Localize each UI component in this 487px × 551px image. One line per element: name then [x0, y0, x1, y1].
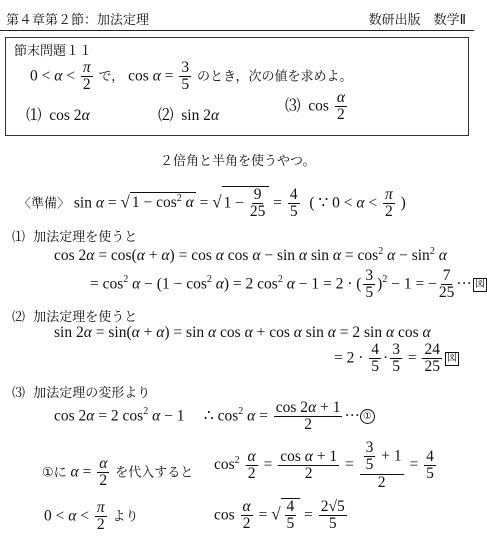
part1-line1: cos 2α = cos(α + α) = cos α cos α − sin α $\sin \alpha = \cos^2 \alpha - \sin^2 \alpha$: [54, 246, 447, 265]
cond-text-2: のとき，次の値を求めよ。: [196, 69, 353, 85]
ref-mark-inline: ①: [42, 465, 54, 481]
part1-line2: = $\cos^2 \alpha - (1 - \cos^2 \alpha) = 2$ $\cos^2 \alpha - 1 = 2$ · ( $\frac{3}{5}$ )$^2$ − 1 = − $\frac{7}{25}$ ··· 図: [90, 267, 485, 302]
item-number-1: ⑴: [26, 107, 42, 124]
header-divider: [0, 30, 474, 31]
equation-ref-mark: ①: [360, 409, 375, 424]
part3-result: cos $\frac{\alpha}{2}$ = √ $\frac{4}{5}$ = $\frac{2√5}{5}$: [214, 498, 345, 533]
problem-condition: 0 < α < $\frac{\pi}{2}$ で， cos α = $\frac{3}{5}$ のとき，次の値を求めよ。: [30, 59, 353, 94]
part2-heading: ⑵ 加法定理を使うと: [12, 310, 138, 325]
part3-substitution: ①に α = $\frac{\alpha}{2}$ を代入すると: [42, 455, 194, 490]
part1-heading: ⑴ 加法定理を使うと: [12, 230, 138, 245]
cond-text-1: で，: [98, 69, 125, 85]
part3-heading: ⑶ 加法定理の変形より: [12, 386, 151, 401]
prep-label: 〈準備〉: [18, 196, 71, 212]
publisher-label: 数研出版 数学Ⅱ: [368, 13, 466, 28]
item-number-3: ⑶: [285, 97, 301, 115]
problem-title: 節末問題１１: [14, 44, 93, 59]
part2-line1: sin 2α = sin(α + α) = sin α cos α + cos α sin α = 2 sin α cos α: [54, 324, 431, 341]
substitute-text: を代入すると: [115, 465, 194, 481]
problem-item-2: ⑵ sin 2α: [158, 107, 220, 124]
problem-item-1: ⑴ cos 2α: [26, 107, 90, 124]
part3-line1: cos 2α = 2 $\cos^2 \alpha - 1$ ∴ $\cos^2 \alpha$ = $\frac{\cos 2\alpha + 1}{2}$ ··· ①: [54, 400, 375, 434]
hint-text: ２倍角と半角を使うやつ。: [160, 154, 316, 169]
part3-range: 0 < α < $\frac{\pi}{2}$ より: [44, 499, 139, 534]
problem-item-3: ⑶ cos $\frac{\alpha}{2}$: [285, 89, 345, 124]
part3-half-square: $\cos^2$ $\frac{\alpha}{2}$ = $\frac{\text{cos α + 1}}{2}$ = $\frac{3}{5}$ + 1 2 = $\frac{4}{5}$: [214, 439, 434, 491]
part2-line2: = 2 · $\frac{4}{5}$ · $\frac{3}{5}$ = $\frac{24}{25}$ 図: [334, 341, 457, 376]
yori-text: より: [112, 509, 139, 525]
answer-mark-2: 図: [446, 352, 457, 364]
item-number-2: ⑵: [158, 107, 174, 124]
prep-line: 〈準備〉 sin α = √ $1 - \cos^2 \alpha$ = √ 1 − $\frac{9}{25}$ = $\frac{4}{5}$ ( ∵ 0 < α < $\frac{\pi}{2}$ ): [18, 186, 406, 221]
answer-mark-1: 図: [474, 278, 485, 290]
chapter-section-title: 第４章第２節：加法定理: [6, 13, 150, 28]
